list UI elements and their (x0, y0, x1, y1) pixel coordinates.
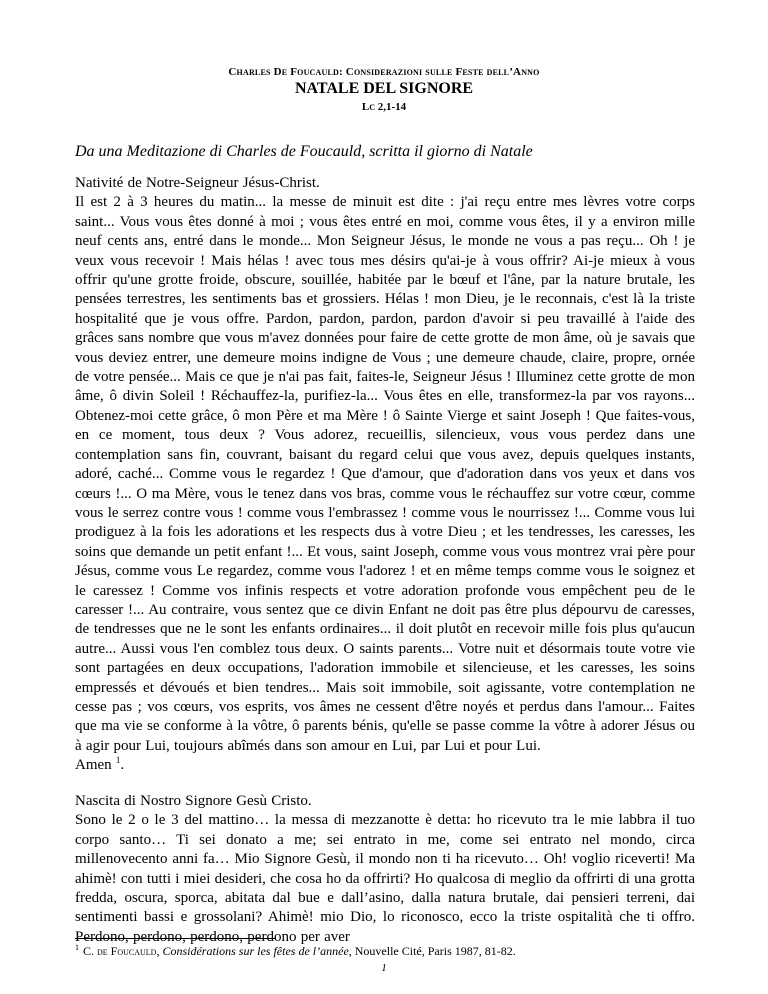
italian-text: Sono le 2 o le 3 del mattino… la messa di mezzanotte è detta: ho ricevuto tra le mie labbra il tuo corpo santo… Ti sei donato a me; sei entrato in me, come sei entrato nel mondo, circa millenovecento anni fa… Mio Signore Gesù, il mondo non ti ha ricevuto… Oh! voglio riceverti! Ma ahimè! con tutti i miei desideri, che cosa ho da offrirti? Ho qualcosa di meglio da offrirti di una grotta fredda, oscura, sporca, abitata dal bue e dall’asino, dalla natura brutale, dai pensieri terreni, dai sentimenti bassi e grossolani? Ahimè! mio Dio, lo riconosco, ecco la triste ospitalità che ti offro. Perdono, perdono, perdono, perdono per aver (75, 812, 695, 945)
footnote-divider (75, 938, 275, 939)
french-text: Il est 2 à 3 heures du matin... la messe de minuit est dite : j'ai reçu entre mes lèvres votre corps saint... Vous vous êtes donné à moi ; vous êtes entré en moi, comme vous êtes, il y a environ mille neuf cents ans, entré dans le monde... Mon Seigneur Jésus, le monde ne vous a pas reçu... Oh ! je veux vous recevoir ! Mais hélas ! avec tous mes désirs qu'ai-je à vous offrir? Ai-je mieux à vous offrir qu'une grotte froide, obscure, souillée, habitée par le bœuf et l'âne, par la nature brutale, les pensées terrestres, les sentiments bas et grossiers. Hélas ! mon Dieu, je le reconnais, c'est là la triste hospitalité que je vous offre. Pardon, pardon, pardon, pardon d'avoir si peu travaillé à l'aide des grâces sans nombre que vous m'avez données pour faire de cette grotte de mon âme, où je savais que vous deviez entrer, une demeure moins indigne de Vous ; une demeure chaude, claire, propre, ornée de votre pensée... Mais ce que je n'ai pas fait, faites-le, Seigneur Jésus ! Illuminez cette grotte de mon âme, ô divin Soleil ! Réchauffez-la, purifiez-la... Vous êtes en elle, transformez-la par vos rayons... Obtenez-moi cette grâce, ô mon Père et ma Mère ! ô Sainte Vierge et saint Joseph ! Que faites-vous, en ce moment, tous deux ? Vous adorez, recueillis, silencieux, vous vous perdez dans une contemplation sans fin, couvrant, baisant du regard celui que vous avez, depuis quelques instants, adoré, caché... Comme vous le regardez ! Que d'amour, que d'adoration dans vos yeux et dans vos cœurs !... O ma Mère, vous le tenez dans vos bras, comme vous le réchauffez sur votre cœur, comme vous le serrez contre vous ! comme vous l'embrassez ! comme vous le nourrissez !... Comme vous lui prodiguez à la fois les adorations et les respects dus à votre Dieu ; et les tendresses, les caresses, les soins que demande un petit enfant !... Et vous, saint Joseph, comme vous vous montrez vrai père pour Jésus, comme vous Le regardez, comme vous l'adorez ! et en même temps comme vous le soignez et le caressez ! Comme vos infinis respects et votre adoration profonde vous empêchent peu de le caresser !... Au contraire, vous sentez que ce divin Enfant ne doit pas être plus dépourvu de caresses, de tendresses que ne le sont les enfants ordinaires... il doit plutôt en recevoir mille fois plus qu'aucun autre... Aussi vous l'en comblez tous deux. O saints parents... Votre nuit et désormais toute votre vie sont partagées en deux occupations, l'adoration immobile et silencieuse, et les caresses, les soins empressés et dévoués et bien tendres... Mais soit immobile, soit agissante, votre contemplation ne cesse pas ; vos cœurs, vos esprits, vos âmes ne cessent d'être noyés et perdus dans l'amour... Faites que ma vie se conforme à la vôtre, ô parents bénis, qu'elle se passe comme la vôtre à adorer Jésus ou à agir pour Lui, toujours abîmés dans son amour en Lui, par Lui et pour Lui. (75, 194, 695, 754)
italian-meditation (75, 792, 695, 947)
page-number: 1 (381, 962, 387, 974)
french-meditation (75, 174, 695, 776)
footnote-number: 1 (75, 943, 79, 952)
scripture-reference: Lc 2,1-14 (361, 101, 407, 113)
french-amen: Amen $^1$. (75, 755, 125, 774)
italian-title: Nascita di Nostro Signore Gesù Cristo. (75, 793, 312, 809)
subtitle: Da una Meditazione di Charles de Foucauld, scritta il giorno di Natale (75, 143, 533, 160)
footnote-publisher: , Nouvelle Cité, Paris 1987, 81-82. (348, 944, 516, 958)
footnote-work: Considérations sur les fêtes de l’année (162, 944, 349, 958)
footnote-author: C. de Foucauld (83, 944, 157, 958)
header-author-title: Charles De Foucauld: Considerazioni sulle Feste dell’Anno (228, 66, 540, 78)
amen-word: Amen (75, 757, 112, 774)
french-title: Nativité de Notre-Seigneur Jésus-Christ. (75, 175, 320, 191)
footnote-reference[interactable]: 1 (115, 755, 121, 766)
page-title: NATALE DEL SIGNORE (294, 80, 474, 97)
footnote: $^1$ C. de Foucauld, Considérations sur les fêtes de l’année, Nouvelle Cité, Paris 1987, 81-82. (75, 943, 516, 958)
